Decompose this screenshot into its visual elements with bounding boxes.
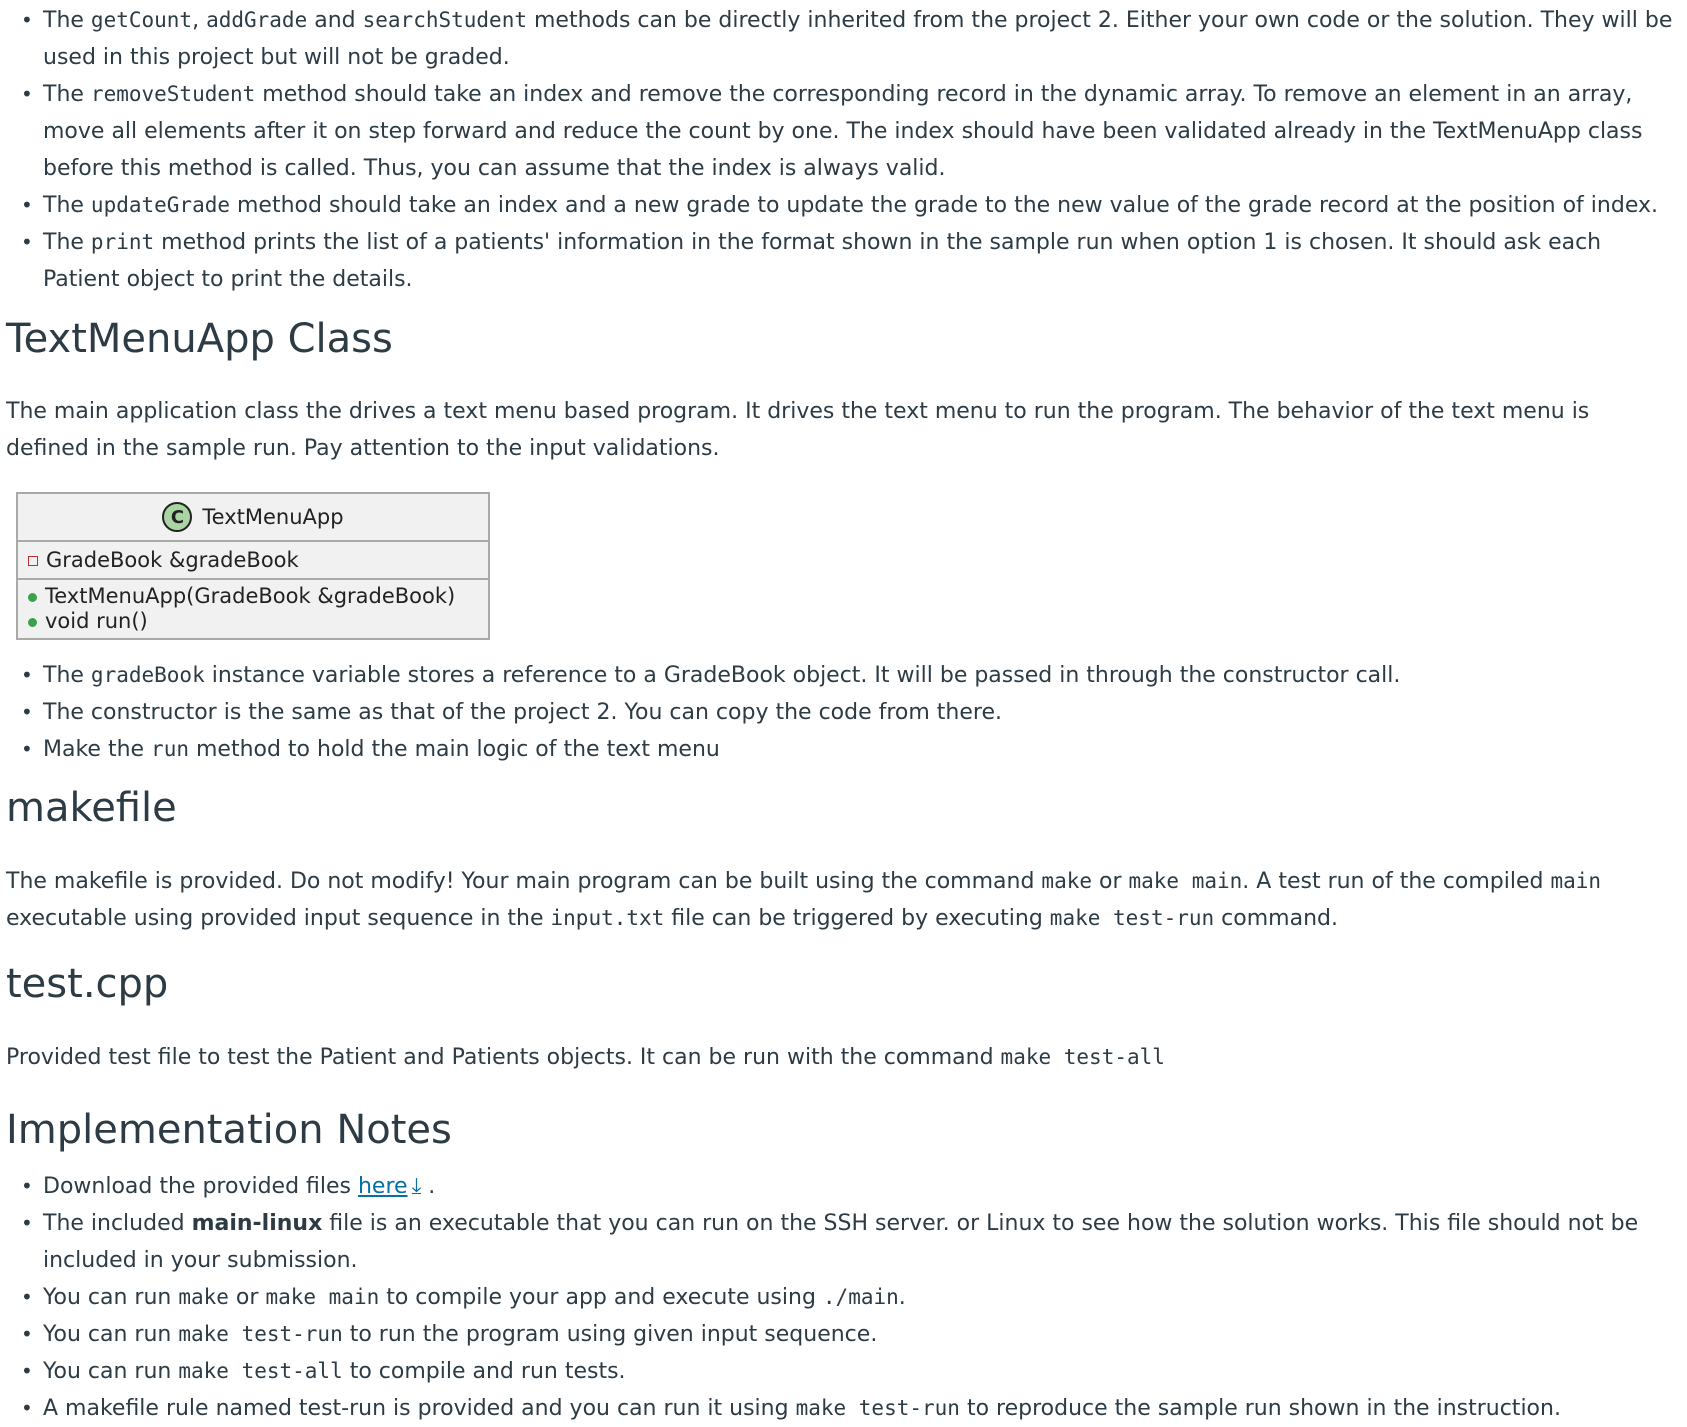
text-run: A makefile rule named test-run is provided and you can run it using bbox=[43, 1396, 796, 1421]
download-icon[interactable]: ⤓ bbox=[411, 1174, 422, 1199]
inline-code: make test-run bbox=[1049, 906, 1215, 930]
text-run: method to hold the main logic of the text menu bbox=[188, 737, 720, 762]
text-run: The bbox=[43, 663, 91, 688]
text-run: to compile and run tests. bbox=[342, 1359, 626, 1384]
inline-code: ./main bbox=[822, 1285, 899, 1309]
list-item: • Download the provided files here ⤓ . bbox=[6, 1168, 1676, 1205]
text-run: . bbox=[898, 1285, 906, 1310]
uml-class-name: TextMenuApp bbox=[202, 505, 344, 529]
text-run: The bbox=[43, 230, 91, 255]
text-run: Provided test file to test the Patient and Patients objects. It can be run with the command bbox=[6, 1045, 1001, 1070]
list-item bbox=[6, 1353, 1676, 1390]
list-item bbox=[6, 224, 1676, 298]
makefile-heading: makefile bbox=[6, 785, 177, 831]
makefile-paragraph bbox=[6, 863, 1676, 937]
inline-code: addGrade bbox=[206, 8, 308, 32]
inline-code: updateGrade bbox=[90, 193, 230, 217]
bold-text: main-linux bbox=[191, 1211, 323, 1236]
list-item bbox=[6, 2, 1676, 76]
text-run: The bbox=[43, 8, 91, 33]
uml-class-header bbox=[18, 494, 488, 542]
text-run: method prints the list of a patients' information in the format shown in the sample run when option 1 is chosen. It should ask each Patient object to print the details. bbox=[43, 230, 1602, 292]
inline-code: gradeBook bbox=[90, 663, 205, 687]
text-run: file can be triggered by executing bbox=[664, 906, 1050, 931]
inline-code: make test-run bbox=[178, 1322, 343, 1346]
inline-code: make test-all bbox=[178, 1359, 343, 1383]
text-run: . A test run of the compiled bbox=[1242, 869, 1551, 894]
text-run: methods can be directly inherited from the project 2. Either your own code or the solution. They will be used in this project but will not be graded. bbox=[43, 8, 1673, 70]
text-run: method should take an index and a new grade to update the grade to the new value of the grade record at the position of index. bbox=[230, 193, 1658, 218]
list-item bbox=[6, 187, 1676, 224]
text-run: file is an executable that you can run on the SSH server. or Linux to see how the solution works. This file should not be included in your submission. bbox=[43, 1211, 1639, 1273]
inline-code: make test-run bbox=[795, 1396, 960, 1420]
inline-code: make bbox=[178, 1285, 229, 1309]
list-item bbox=[6, 731, 1676, 768]
text-run: or bbox=[1092, 869, 1129, 894]
public-marker-icon bbox=[28, 593, 37, 602]
text-run: method should take an index and remove the corresponding record in the dynamic array. To remove an element in an array, move all elements after it on step forward and reduce the count by one. The index should have been validated already in the TextMenuApp class before this method is called. Thus, you can assume that the index is always valid. bbox=[43, 82, 1643, 181]
implementation-notes-list bbox=[6, 1168, 1676, 1205]
implementation-notes-heading: Implementation Notes bbox=[6, 1107, 452, 1153]
text-run: You can run bbox=[43, 1359, 179, 1384]
testcpp-heading: test.cpp bbox=[6, 961, 169, 1007]
list-item bbox=[6, 1390, 1676, 1427]
text-run: to run the program using given input sequence. bbox=[342, 1322, 878, 1347]
implementation-notes-list-items bbox=[6, 1205, 1676, 1427]
list-item bbox=[6, 1316, 1676, 1353]
public-marker-icon bbox=[28, 618, 37, 627]
text-run: , bbox=[192, 8, 207, 33]
inline-code: make bbox=[1041, 869, 1092, 893]
uml-attributes bbox=[18, 542, 488, 580]
testcpp-paragraph bbox=[6, 1039, 1676, 1076]
list-item bbox=[6, 1279, 1676, 1316]
text-run: to compile your app and execute using bbox=[379, 1285, 823, 1310]
patients-methods-list bbox=[6, 2, 1676, 298]
text-run: and bbox=[307, 8, 363, 33]
text-run: The included bbox=[43, 1211, 192, 1236]
text-run: Make the bbox=[43, 737, 152, 762]
uml-method: void run() bbox=[28, 609, 478, 634]
textmenuapp-paragraph: The main application class the drives a text menu based program. It drives the text menu to run the program. The behavior of the text menu is defined in the sample run. Pay attention to the input validations. bbox=[6, 399, 1590, 461]
inline-code: run bbox=[151, 737, 189, 761]
inline-code: print bbox=[90, 230, 155, 254]
text-run: You can run bbox=[43, 1322, 179, 1347]
text-run: command. bbox=[1214, 906, 1338, 931]
private-marker-icon bbox=[28, 556, 38, 566]
uml-method: TextMenuApp(GradeBook &gradeBook) bbox=[28, 584, 478, 609]
textmenuapp-heading: TextMenuApp Class bbox=[6, 316, 393, 362]
inline-code: removeStudent bbox=[90, 82, 256, 106]
text-run: The makefile is provided. Do not modify! Your main program can be built using the command bbox=[6, 869, 1042, 894]
uml-methods bbox=[18, 580, 488, 638]
inline-code: make main bbox=[1128, 869, 1243, 893]
inline-code: make test-all bbox=[1000, 1045, 1165, 1069]
text-run: instance variable stores a reference to a GradeBook object. It will be passed in through the constructor call. bbox=[204, 663, 1401, 688]
text-run: to reproduce the sample run shown in the instruction. bbox=[959, 1396, 1561, 1421]
text-run: executable using provided input sequence in the bbox=[6, 906, 551, 931]
text-run: The bbox=[43, 82, 91, 107]
list-item bbox=[6, 1205, 1676, 1279]
text-run: The constructor is the same as that of the project 2. You can copy the code from there. bbox=[43, 700, 1002, 725]
inline-code: main bbox=[1550, 869, 1602, 893]
uml-class-diagram bbox=[16, 492, 490, 640]
inline-code: input.txt bbox=[550, 906, 665, 930]
text-run: or bbox=[228, 1285, 266, 1310]
inline-code: searchStudent bbox=[362, 8, 527, 32]
inline-code: make main bbox=[265, 1285, 380, 1309]
text-run: You can run bbox=[43, 1285, 179, 1310]
uml-attribute: GradeBook &gradeBook bbox=[28, 546, 478, 574]
download-here-link[interactable]: here bbox=[357, 1174, 408, 1199]
text-run: The bbox=[43, 193, 91, 218]
inline-code: getCount bbox=[90, 8, 193, 32]
textmenuapp-notes-list bbox=[6, 657, 1676, 768]
class-c-icon: C bbox=[162, 502, 192, 532]
list-item bbox=[6, 657, 1676, 694]
list-item bbox=[6, 694, 1676, 731]
list-item bbox=[6, 76, 1676, 187]
